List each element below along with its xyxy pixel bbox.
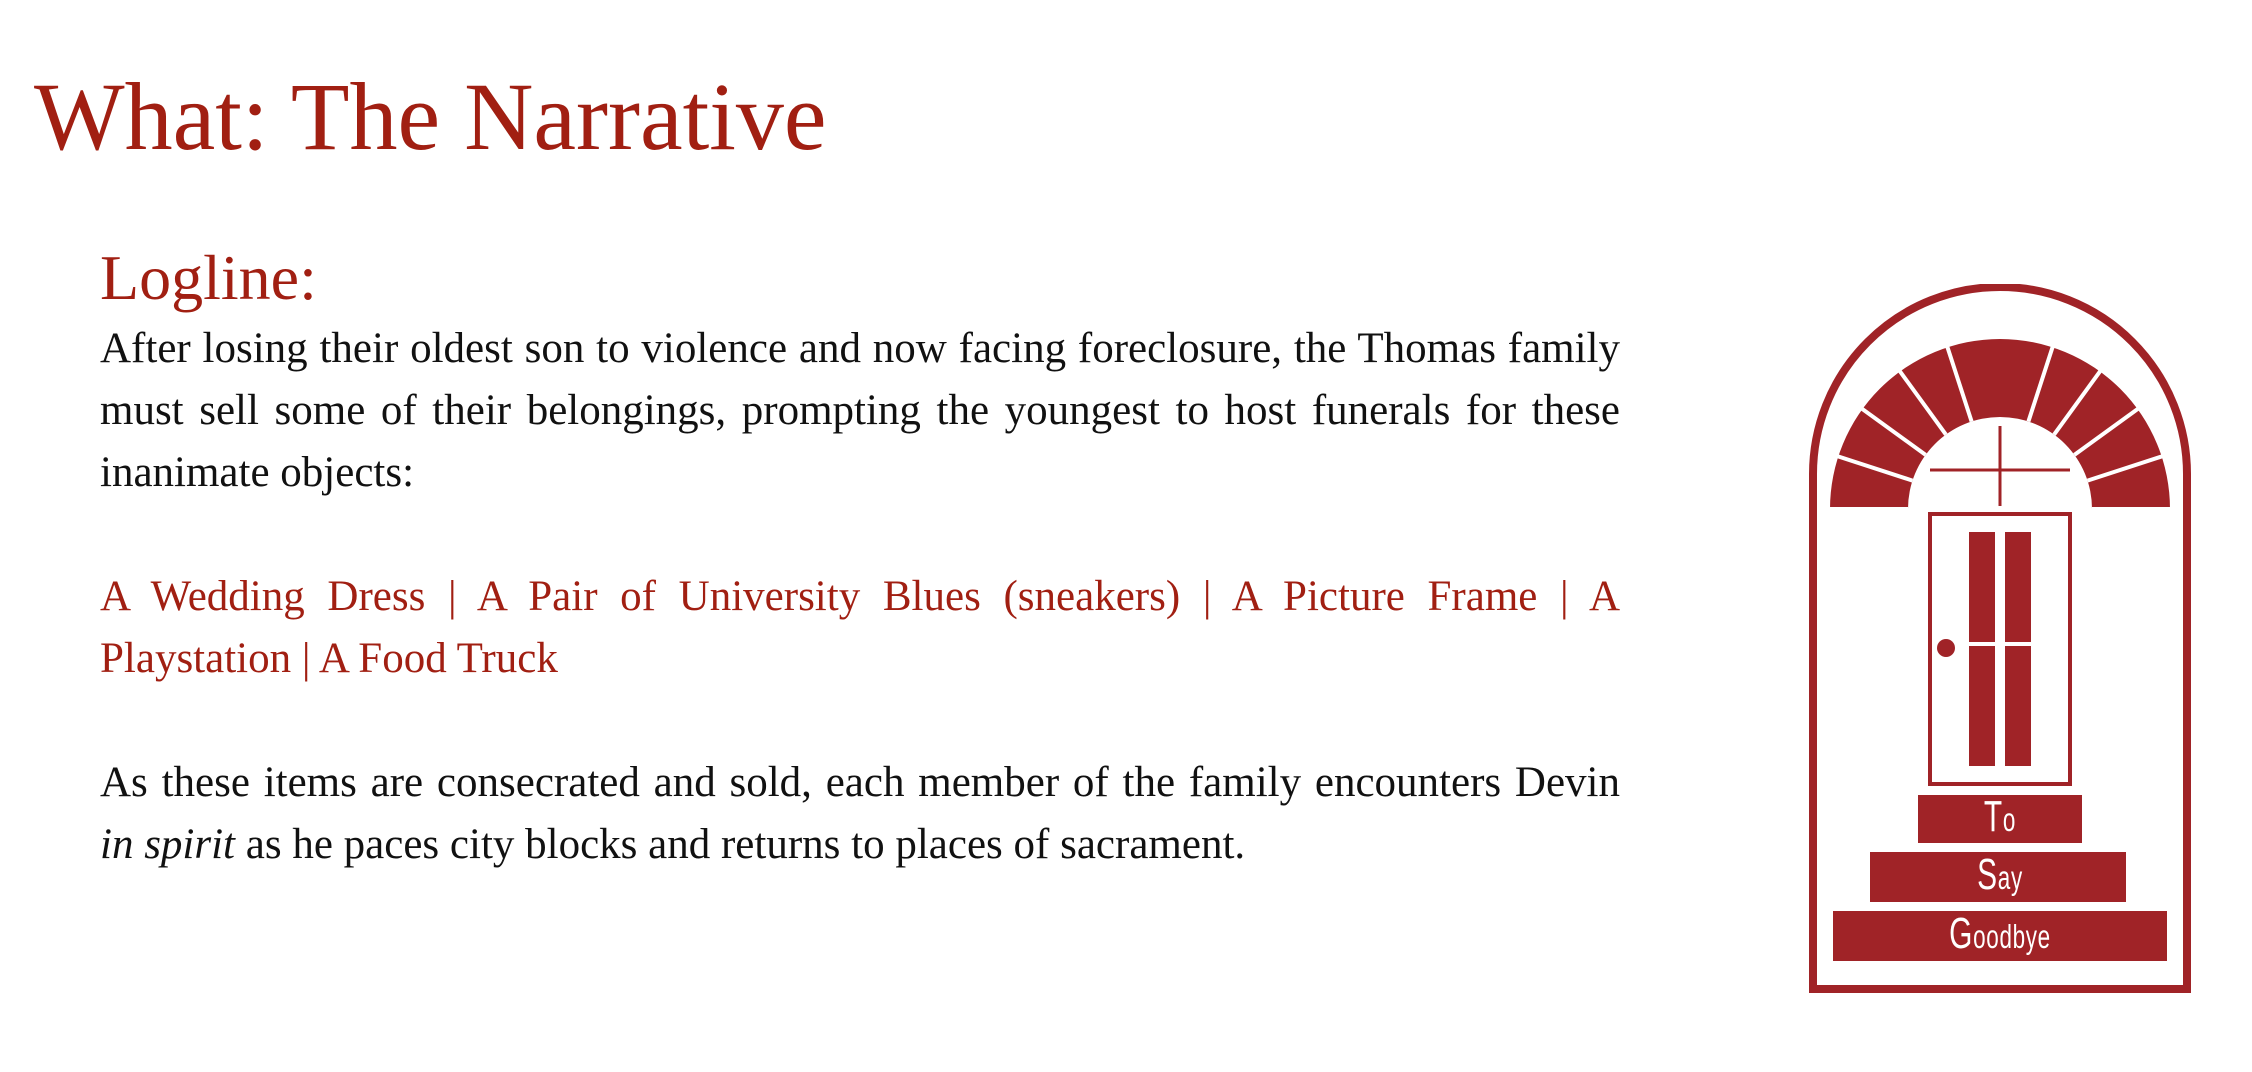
in-spirit-emphasis: in spirit: [100, 821, 236, 868]
logo-word-to-cap: T: [1983, 792, 2003, 841]
logo-word-goodbye-cap: G: [1949, 909, 1974, 958]
to-say-goodbye-logo: [1808, 284, 2192, 994]
logo-word-to: [1869, 792, 2130, 842]
logline-section: [100, 238, 1620, 876]
logline-heading: Logline:: [100, 242, 317, 313]
logo-word-goodbye: [1869, 909, 2130, 959]
spirit-paragraph: [100, 752, 1620, 876]
logo-word-goodbye-rest: oodbye: [1973, 918, 2051, 955]
page-title: What: The Narrative: [34, 63, 827, 170]
objects-list: A Wedding Dress | A Pair of University Blues (sneakers) | A Picture Frame | A Playstation | A Food Truck: [100, 573, 1620, 682]
spirit-paragraph-start: As these items are consecrated and sold, each member of the family encounters Devin: [100, 759, 1620, 806]
logo-word-say: [1869, 850, 2130, 900]
logo-word-say-cap: S: [1977, 850, 1998, 899]
spirit-paragraph-end: as he paces city blocks and returns to places of sacrament.: [235, 821, 1246, 868]
logo-word-to-rest: o: [2002, 801, 2017, 838]
logo-word-say-rest: ay: [1997, 859, 2023, 896]
logline-paragraph: After losing their oldest son to violence and now facing foreclosure, the Thomas family must sell some of their belongings, prompting the youngest to host funerals for these inanimate objects:: [100, 325, 1620, 496]
